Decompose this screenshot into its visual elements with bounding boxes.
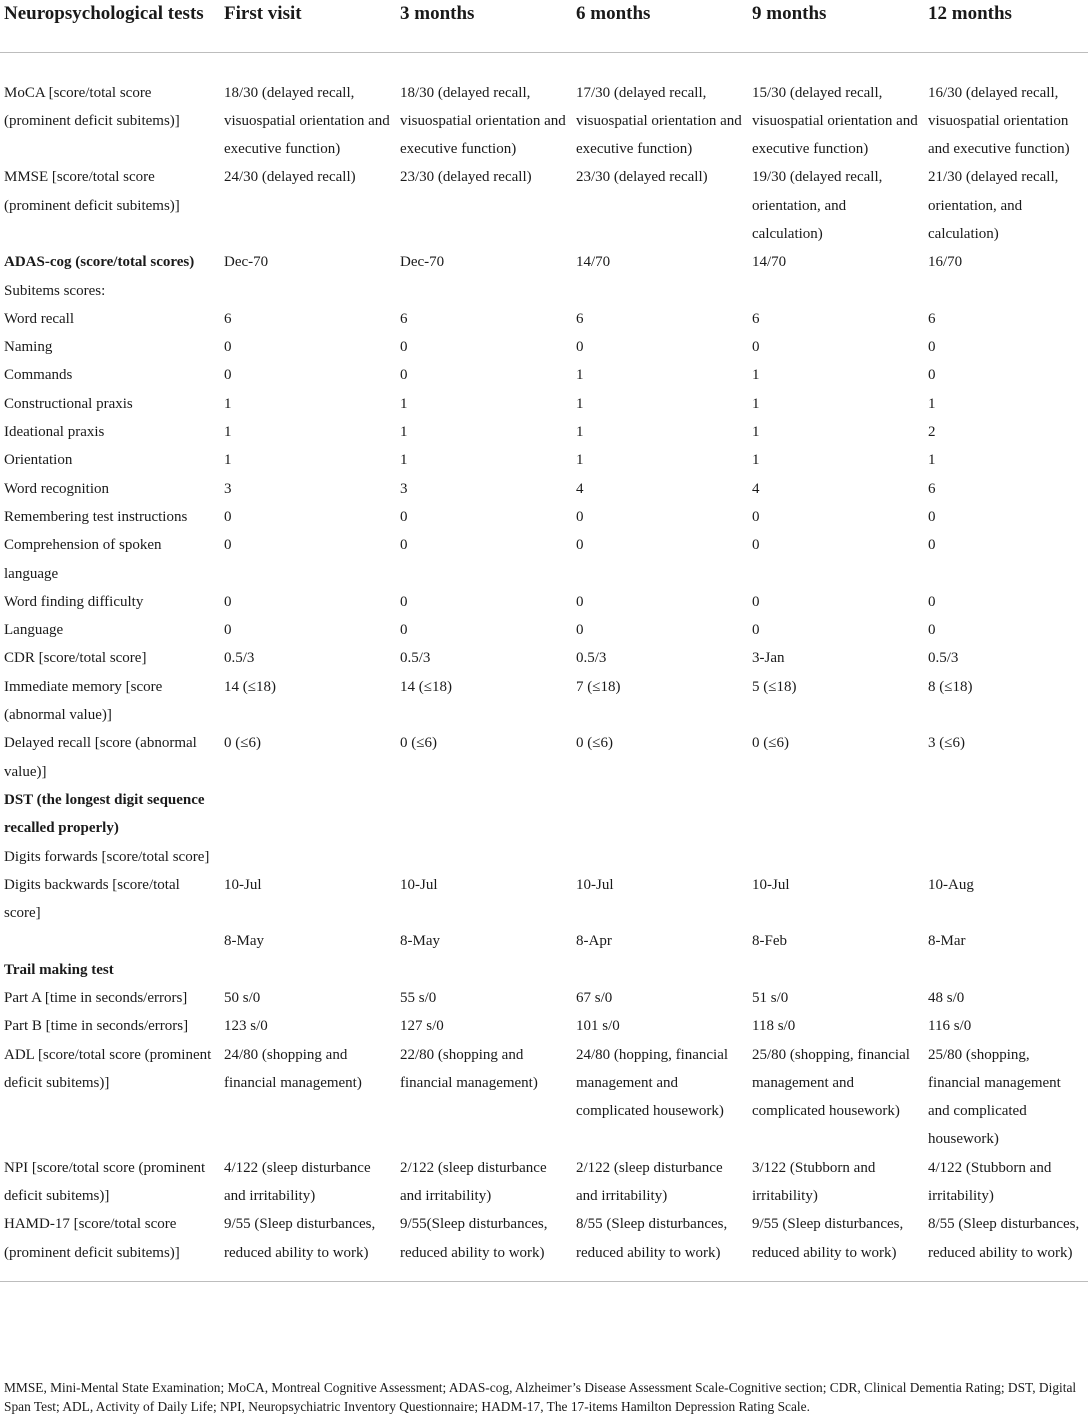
table-cell: 0 <box>400 622 408 639</box>
table-cell: 67 s/0 <box>576 990 613 1006</box>
table-cell: 8 (≤18) <box>928 678 973 695</box>
row-label: DST (the longest digit sequence recalled properly) <box>4 791 205 837</box>
table-footnote: MMSE, Mini-Mental State Examination; MoCA, Montreal Cognitive Assessment; ADAS-cog, Alzheimer’s Disease Assessment Scale-Cognitive section; CDR, Clinical Dementia Rating; DST, Digital Span Test; ADL, Activity of Daily Life; NPI, Neuropsychiatric Inventory Questionnaire; HADM-17, The 17-items Hamilton Depression Rating Scale. <box>4 1380 1077 1414</box>
table-row <box>0 163 1088 248</box>
table-cell: 9/55 (Sleep disturbances, reduced ability to work) <box>224 1216 376 1261</box>
table-cell: 1 <box>752 424 760 441</box>
table-cell <box>748 843 924 871</box>
table-cell: 10-Jul <box>224 876 262 893</box>
table-cell <box>220 277 396 305</box>
table-cell <box>220 843 396 871</box>
row-label: Word finding difficulty <box>4 593 144 610</box>
table-cell: 6 <box>224 310 232 327</box>
table-cell: 23/30 (delayed recall) <box>576 169 708 186</box>
table-row <box>0 644 1088 672</box>
table-cell: 24/30 (delayed recall) <box>224 169 356 186</box>
table-row <box>0 531 1088 588</box>
table-row <box>0 786 1088 843</box>
table-cell <box>396 843 572 871</box>
table-cell <box>924 277 1088 305</box>
table-cell: 0 <box>224 537 232 554</box>
table-cell <box>748 277 924 305</box>
table-cell: 2/122 (sleep disturbance and irritability) <box>576 1159 723 1205</box>
table-row <box>0 305 1088 333</box>
table-cell: 6 <box>928 310 936 327</box>
row-label: Constructional praxis <box>4 395 133 412</box>
header-3-months: 3 months <box>400 3 475 24</box>
table-cell: 8-May <box>400 933 440 950</box>
table-cell: 1 <box>224 424 232 441</box>
table-cell: 8-Apr <box>576 933 612 950</box>
table-cell: 8-Mar <box>928 933 966 950</box>
row-label: Part A [time in seconds/errors] <box>4 990 188 1006</box>
table-header-row <box>0 0 1088 52</box>
table-cell: 9/55(Sleep disturbances, reduced ability to work) <box>400 1216 548 1261</box>
table-cell: 0 <box>928 367 936 384</box>
table-cell: 0 <box>752 593 760 610</box>
table-cell: 0 <box>576 339 584 356</box>
table-cell: 14 (≤18) <box>224 678 276 695</box>
table-cell: 1 <box>576 424 584 441</box>
table-cell: 1 <box>752 367 760 384</box>
table-cell: 4/122 (Stubborn and irritability) <box>928 1159 1052 1205</box>
table-cell: 10-Aug <box>928 876 974 893</box>
row-label: MoCA [score/total score (prominent deficit subitems)] <box>4 84 180 129</box>
table-row <box>0 729 1088 786</box>
table-cell <box>924 786 1088 843</box>
table-cell <box>572 277 748 305</box>
table-cell: 10-Jul <box>400 876 438 893</box>
row-label: CDR [score/total score] <box>4 650 147 667</box>
row-label: Part B [time in seconds/errors] <box>4 1018 189 1035</box>
table-cell: 1 <box>224 452 232 469</box>
table-cell: 51 s/0 <box>752 990 789 1006</box>
table-cell: 1 <box>752 395 760 412</box>
table-cell: 24/80 (hopping, financial management and complicated housework) <box>576 1046 729 1120</box>
table-cell: 7 (≤18) <box>576 678 621 695</box>
table-cell: 1 <box>224 395 232 412</box>
table-cell: 22/80 (shopping and financial management) <box>400 1046 538 1091</box>
table-cell: 8-Feb <box>752 933 787 950</box>
header-6-months: 6 months <box>576 3 651 24</box>
table-cell: 0 (≤6) <box>752 735 789 752</box>
row-label: Delayed recall [score (abnormal value)] <box>4 735 197 780</box>
table-cell: 3/122 (Stubborn and irritability) <box>752 1159 876 1205</box>
table-cell <box>220 786 396 843</box>
table-cell: 0 <box>928 593 936 610</box>
table-cell: 1 <box>928 395 936 412</box>
table-row <box>0 956 1088 984</box>
table-cell: 8-May <box>224 933 264 950</box>
table-cell: 0 (≤6) <box>576 735 613 752</box>
row-label: Ideational praxis <box>4 424 105 441</box>
table-cell: 0 <box>576 593 584 610</box>
table-cell: 0 <box>928 622 936 639</box>
table-cell: 0 <box>224 367 232 384</box>
table-cell: 55 s/0 <box>400 990 437 1006</box>
table-cell: 6 <box>752 310 760 327</box>
table-cell: 0 <box>400 339 408 356</box>
table-cell: 1 <box>400 452 408 469</box>
table-row <box>0 1041 1088 1154</box>
table-cell: 0 <box>752 508 760 525</box>
table-cell: 0 <box>400 508 408 525</box>
row-label: Word recognition <box>4 480 110 497</box>
row-label: Immediate memory [score (abnormal value)] <box>4 678 163 724</box>
table-cell: 1 <box>752 452 760 469</box>
header-first-visit: First visit <box>224 3 302 24</box>
table-cell: 0 <box>576 537 584 554</box>
table-row <box>0 1012 1088 1040</box>
table-cell: 0 <box>400 593 408 610</box>
table-cell <box>924 843 1088 871</box>
row-label: Subitems scores: <box>4 282 106 299</box>
table-cell: 0 <box>752 622 760 639</box>
table-cell: 16/70 <box>928 254 963 271</box>
table-cell <box>220 956 396 984</box>
table-cell: 0 <box>928 339 936 356</box>
header-9-months: 9 months <box>752 3 827 24</box>
table-cell: 10-Jul <box>752 876 790 893</box>
row-label: Remembering test instructions <box>4 508 188 525</box>
table-cell: 118 s/0 <box>752 1018 796 1035</box>
table-cell: 1 <box>576 395 584 412</box>
table-row <box>0 52 1088 163</box>
table-cell: 1 <box>576 367 584 384</box>
table-row <box>0 588 1088 616</box>
table-cell: 3 (≤6) <box>928 735 965 752</box>
table-cell: 0 <box>224 622 232 639</box>
table-cell <box>572 843 748 871</box>
table-cell: 101 s/0 <box>576 1018 620 1035</box>
row-label: Language <box>4 622 64 639</box>
table-cell <box>572 786 748 843</box>
row-label: Naming <box>4 339 53 356</box>
table-cell: 24/80 (shopping and financial management) <box>224 1046 362 1091</box>
row-label <box>0 927 220 955</box>
table-cell: 50 s/0 <box>224 990 261 1006</box>
table-row <box>0 843 1088 871</box>
table-cell: 25/80 (shopping, financial management and complicated housework) <box>928 1046 1061 1148</box>
table-cell: 1 <box>928 452 936 469</box>
table-row <box>0 475 1088 503</box>
table-cell <box>396 786 572 843</box>
table-cell: 0 <box>928 537 936 554</box>
table-cell <box>924 956 1088 984</box>
table-cell: 2 <box>928 424 936 441</box>
table-cell: 9/55 (Sleep disturbances, reduced ability to work) <box>752 1216 904 1261</box>
table-cell: 0 <box>224 508 232 525</box>
table-cell: 10-Jul <box>576 876 614 893</box>
row-label: Orientation <box>4 452 73 469</box>
table-cell: 0.5/3 <box>576 650 607 667</box>
table-cell: 0 <box>752 537 760 554</box>
table-cell: 3-Jan <box>752 650 785 667</box>
table-cell: 15/30 (delayed recall, visuospatial orientation and executive function) <box>752 84 918 158</box>
row-label: Commands <box>4 367 73 384</box>
table-cell: 0.5/3 <box>224 650 255 667</box>
table-cell: 25/80 (shopping, financial management and complicated housework) <box>752 1046 910 1120</box>
table-cell: 123 s/0 <box>224 1018 268 1035</box>
table-cell: 14/70 <box>752 254 787 271</box>
table-cell: 8/55 (Sleep disturbances, reduced ability to work) <box>576 1216 728 1261</box>
table-cell: 0 <box>400 367 408 384</box>
row-label: Digits forwards [score/total score] <box>4 848 210 865</box>
table-cell: 0 <box>224 593 232 610</box>
header-12-months: 12 months <box>928 3 1012 24</box>
row-label: ADL [score/total score (prominent deficit subitems)] <box>4 1046 212 1091</box>
table-cell: 21/30 (delayed recall, orientation, and calculation) <box>928 169 1059 242</box>
table-body <box>0 52 1088 1281</box>
row-label: Trail making test <box>4 961 114 978</box>
table-cell: 0 <box>928 508 936 525</box>
table-row <box>0 248 1088 276</box>
row-label: HAMD-17 [score/total score (prominent deficit subitems)] <box>4 1216 180 1261</box>
table-cell: 16/30 (delayed recall, visuospatial orientation and executive function) <box>928 84 1070 158</box>
table-cell: 1 <box>576 452 584 469</box>
table-cell: 0 <box>400 537 408 554</box>
table-row <box>0 277 1088 305</box>
table-cell: 14 (≤18) <box>400 678 452 695</box>
table-row <box>0 616 1088 644</box>
table-row <box>0 418 1088 446</box>
row-label: Comprehension of spoken language <box>4 537 162 582</box>
table-cell: 0 <box>224 339 232 356</box>
row-label: NPI [score/total score (prominent deficit subitems)] <box>4 1159 206 1205</box>
table-cell <box>748 786 924 843</box>
table-cell <box>572 956 748 984</box>
table-cell: 1 <box>400 424 408 441</box>
table-row <box>0 871 1088 928</box>
table-row <box>0 446 1088 474</box>
table-cell: 48 s/0 <box>928 990 965 1006</box>
table-cell: 1 <box>400 395 408 412</box>
table-cell: 0.5/3 <box>928 650 959 667</box>
table-row <box>0 333 1088 361</box>
table-cell: 127 s/0 <box>400 1018 444 1035</box>
table-cell: 0 <box>576 508 584 525</box>
row-label: Digits backwards [score/total score] <box>4 876 180 922</box>
row-label: Word recall <box>4 310 75 327</box>
table-cell <box>396 277 572 305</box>
table-cell: 0 (≤6) <box>400 735 437 752</box>
table-row <box>0 1210 1088 1281</box>
table-cell: Dec-70 <box>400 254 445 271</box>
table-cell: 8/55 (Sleep disturbances, reduced ability to work) <box>928 1216 1080 1261</box>
table-cell <box>396 956 572 984</box>
table-cell: 3 <box>400 480 408 497</box>
table-row <box>0 1154 1088 1211</box>
table-cell: 5 (≤18) <box>752 678 797 695</box>
row-label: ADAS-cog (score/total scores) <box>4 254 195 271</box>
header-test: Neuropsychological tests <box>4 3 204 24</box>
table-cell: 4 <box>752 480 760 497</box>
table-row <box>0 984 1088 1012</box>
table-cell: 6 <box>400 310 408 327</box>
table-cell: 0 <box>752 339 760 356</box>
table-cell: 23/30 (delayed recall) <box>400 169 532 186</box>
table-row <box>0 503 1088 531</box>
table-cell: 116 s/0 <box>928 1018 972 1035</box>
table-cell: 4/122 (sleep disturbance and irritability) <box>224 1159 371 1205</box>
row-label: MMSE [score/total score (prominent deficit subitems)] <box>4 169 180 214</box>
table-cell <box>748 956 924 984</box>
table-cell: Dec-70 <box>224 254 269 271</box>
table-cell: 14/70 <box>576 254 611 271</box>
table-cell: 2/122 (sleep disturbance and irritability) <box>400 1159 547 1205</box>
table-cell: 6 <box>928 480 936 497</box>
table-row <box>0 673 1088 730</box>
table-cell: 18/30 (delayed recall, visuospatial orientation and executive function) <box>400 84 566 158</box>
table-cell: 4 <box>576 480 584 497</box>
table-cell: 17/30 (delayed recall, visuospatial orientation and executive function) <box>576 84 742 158</box>
table-cell: 0 <box>576 622 584 639</box>
table-cell: 18/30 (delayed recall, visuospatial orientation and executive function) <box>224 84 390 158</box>
table-cell: 0 (≤6) <box>224 735 261 752</box>
table-cell: 6 <box>576 310 584 327</box>
table-row <box>0 927 1088 955</box>
table-row <box>0 361 1088 389</box>
table-cell: 19/30 (delayed recall, orientation, and calculation) <box>752 169 883 242</box>
table-cell: 3 <box>224 480 232 497</box>
table-row <box>0 390 1088 418</box>
table-cell: 0.5/3 <box>400 650 431 667</box>
